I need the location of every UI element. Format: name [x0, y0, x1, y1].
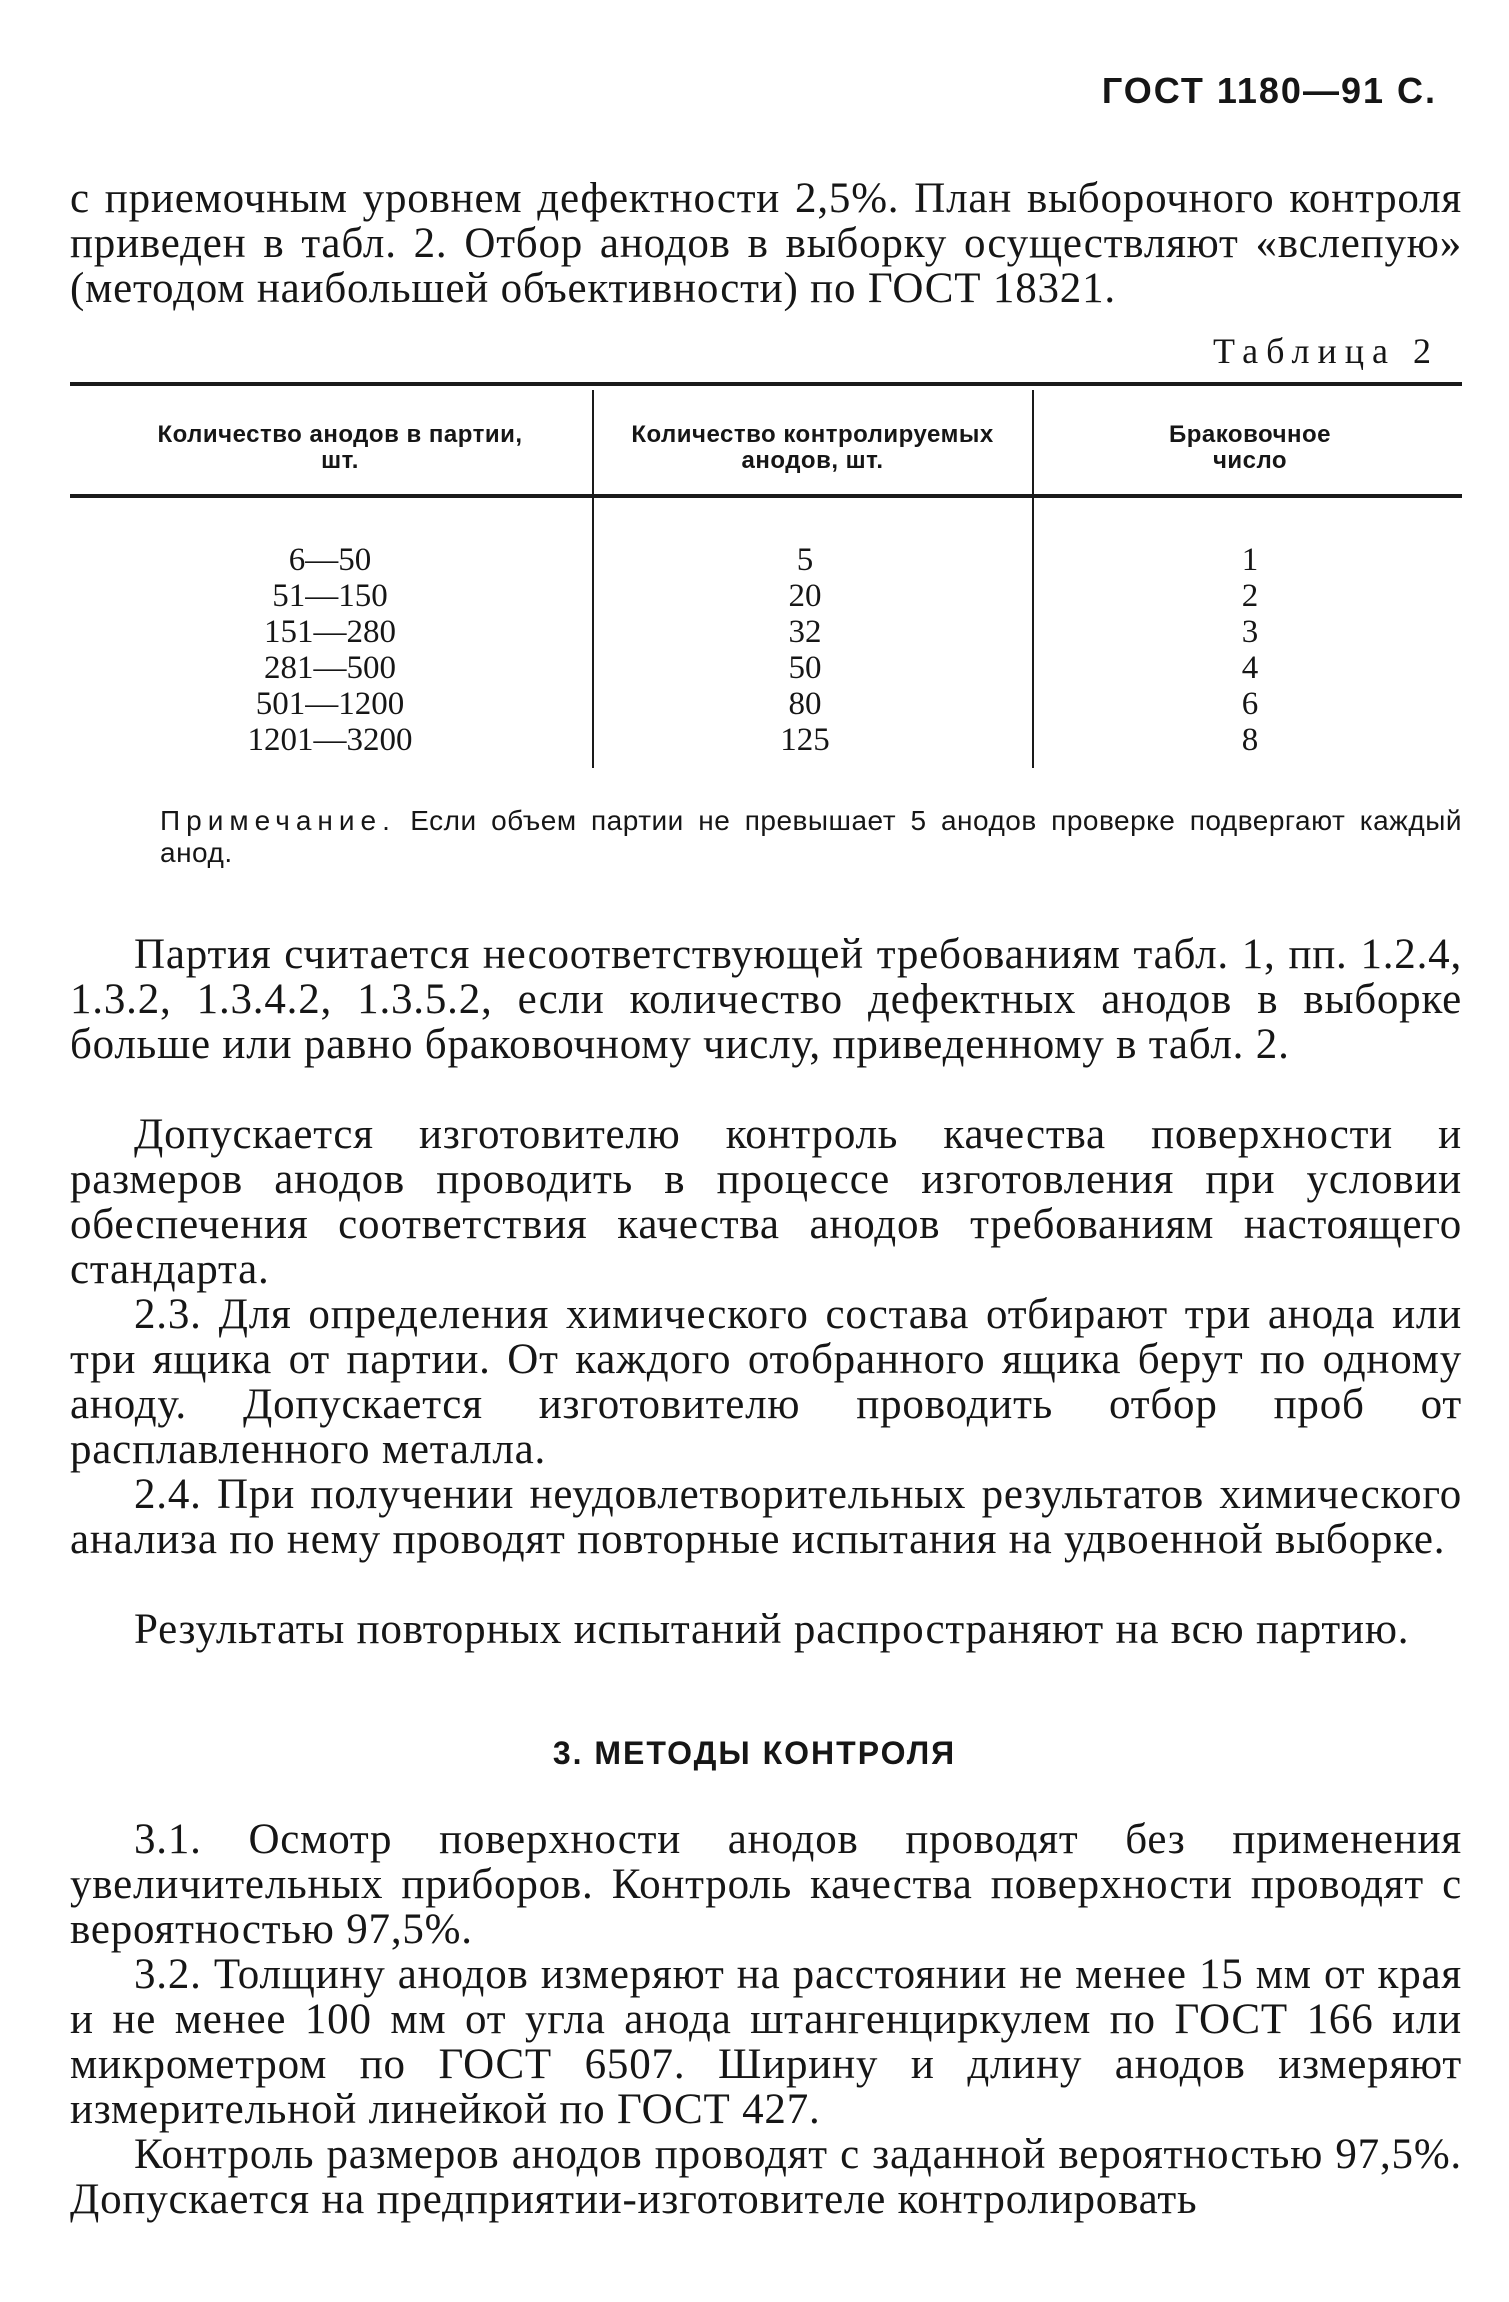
- table-column-sample-size: [730, 542, 880, 758]
- table-cell: 151—280: [264, 614, 396, 650]
- table-cell: 6—50: [288, 542, 372, 578]
- table-header-rule: [70, 494, 1462, 498]
- table-note-label: Примечание.: [160, 805, 396, 836]
- sampling-table: [70, 382, 1462, 777]
- table-column-rejection-number: [1200, 542, 1300, 758]
- section-heading: 3. МЕТОДЫ КОНТРОЛЯ: [552, 1735, 957, 1771]
- body-paragraph: Партия считается несоответствующей требованиям табл. 1, пп. 1.2.4, 1.3.2, 1.3.4.2, 1.3.5.2, если количество дефектных анодов в выборке больше или равно браковочному числу, приведенному в табл. 2.: [70, 931, 1462, 1068]
- page-header-doc-ref: ГОСТ 1180—91 С.: [1101, 70, 1437, 111]
- table-cell: 20: [788, 578, 822, 614]
- table-cell: 281—500: [264, 650, 396, 686]
- table-cell: 4: [1241, 650, 1259, 686]
- body-paragraph: 2.4. При получении неудовлетворительных результатов химического анализа по нему проводят повторные испытания на удвоенной выборке.: [70, 1471, 1462, 1563]
- table-note-text: Если объем партии не превышает 5 анодов проверке подвергают каждый анод.: [160, 805, 1462, 868]
- table-cell: 1: [1241, 542, 1259, 578]
- table-cell: 8: [1241, 722, 1259, 758]
- table-header-rejection-number: Браковочное число: [1168, 421, 1332, 474]
- table-cell: 5: [796, 542, 814, 578]
- table-header-sample-size: Количество контролируемых анодов, шт.: [631, 421, 994, 474]
- intro-paragraph: с приемочным уровнем дефектности 2,5%. План выборочного контроля приведен в табл. 2. Отбор анодов в выборку осуществляют «вслепую» (методом наибольшей объективности) по ГОСТ 18321.: [70, 175, 1462, 312]
- table-cell: 50: [788, 650, 822, 686]
- table-column-divider: [592, 390, 594, 768]
- table-cell: 2: [1241, 578, 1259, 614]
- table-cell: 501—1200: [255, 686, 405, 722]
- table-cell: 3: [1241, 614, 1259, 650]
- table-top-rule: [70, 382, 1462, 386]
- table-cell: 1201—3200: [247, 722, 413, 758]
- table-header-lot-size: Количество анодов в партии, шт.: [157, 421, 523, 474]
- body-paragraph: Допускается изготовителю контроль качества поверхности и размеров анодов проводить в процессе изготовления при условии обеспечения соответствия качества анодов требованиям настоящего стандарта.: [70, 1111, 1462, 1293]
- section-paragraph: 3.2. Толщину анодов измеряют на расстоянии не менее 15 мм от края и не менее 100 мм от угла анода штангенциркулем по ГОСТ 166 или микрометром по ГОСТ 6507. Ширину и длину анодов измеряют измерительной линейкой по ГОСТ 427.: [70, 1951, 1462, 2133]
- body-paragraph: Результаты повторных испытаний распространяют на всю партию.: [134, 1606, 1410, 1653]
- table-cell: 80: [788, 686, 822, 722]
- table-cell: 125: [780, 722, 830, 758]
- table-cell: 32: [788, 614, 822, 650]
- table-note: [160, 805, 1462, 869]
- table-column-lot-size: [190, 542, 470, 758]
- section-paragraph: Контроль размеров анодов проводят с заданной вероятностью 97,5%. Допускается на предприятии-изготовителе контролировать: [70, 2131, 1462, 2223]
- section-paragraph: 3.1. Осмотр поверхности анодов проводят без применения увеличительных приборов. Контроль качества поверхности проводят с вероятностью 97,5%.: [70, 1816, 1462, 1953]
- table-caption: Таблица 2: [1213, 331, 1439, 371]
- body-paragraph: 2.3. Для определения химического состава отбирают три анода или три ящика от партии. От каждого отобранного ящика берут по одному аноду. Допускается изготовителю проводить отбор проб от расплавленного металла.: [70, 1291, 1462, 1473]
- table-column-divider: [1032, 390, 1034, 768]
- table-cell: 6: [1241, 686, 1259, 722]
- table-cell: 51—150: [272, 578, 388, 614]
